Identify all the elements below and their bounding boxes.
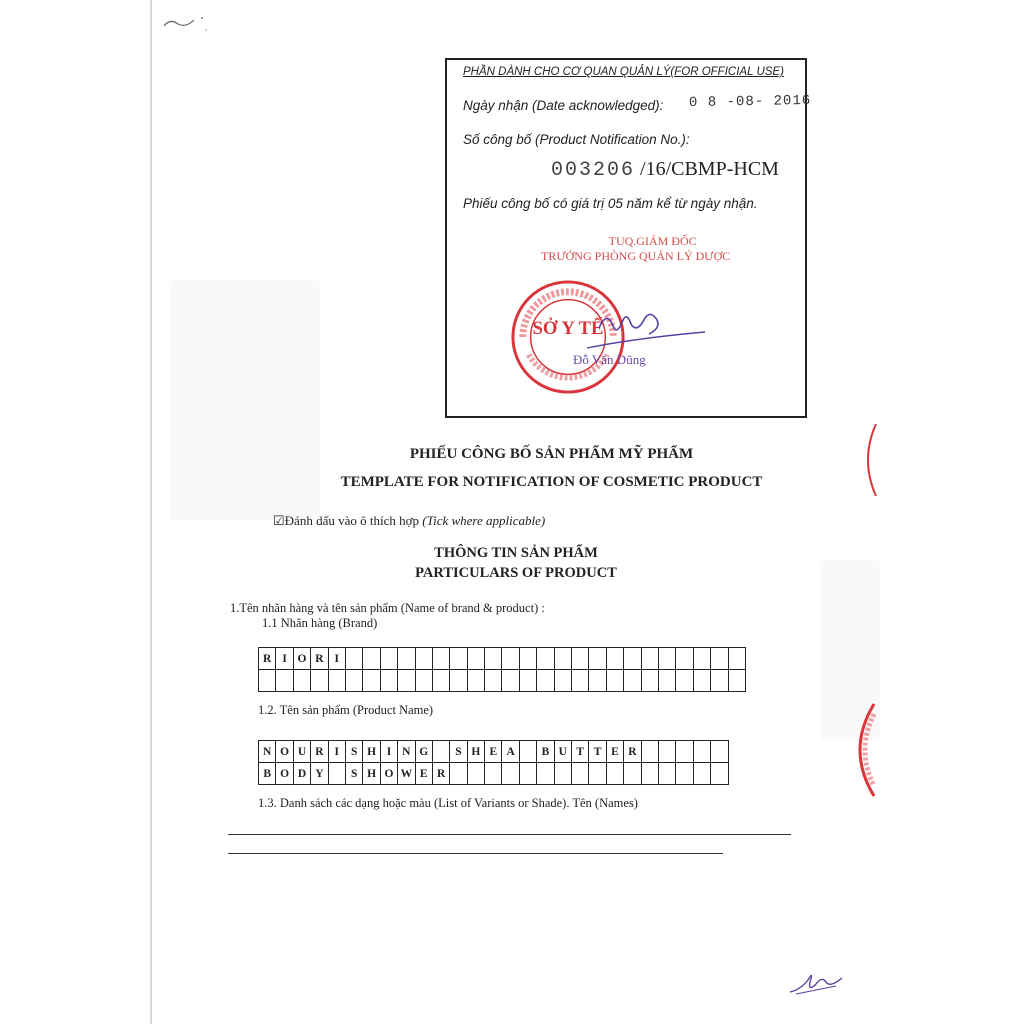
letter-cell bbox=[520, 648, 537, 670]
letter-cell bbox=[346, 670, 363, 692]
notification-number bbox=[551, 158, 779, 182]
letter-cell bbox=[607, 670, 624, 692]
letter-cell: R bbox=[624, 741, 641, 763]
brand-letter-grid bbox=[258, 647, 746, 692]
letter-cell: H bbox=[363, 741, 380, 763]
letter-cell bbox=[520, 741, 537, 763]
letter-cell bbox=[676, 670, 693, 692]
letter-cell bbox=[502, 670, 519, 692]
letter-cell bbox=[694, 763, 711, 785]
letter-cell bbox=[433, 670, 450, 692]
letter-cell bbox=[642, 670, 659, 692]
letter-cell: H bbox=[468, 741, 485, 763]
letter-cell bbox=[363, 670, 380, 692]
letter-cell: E bbox=[607, 741, 624, 763]
product-name-letter-grid bbox=[258, 740, 729, 785]
letter-cell: I bbox=[276, 648, 293, 670]
letter-cell: S bbox=[450, 741, 467, 763]
letter-cell bbox=[589, 670, 606, 692]
field-1-1-label: 1.1 Nhãn hàng (Brand) bbox=[262, 616, 378, 630]
letter-cell bbox=[502, 648, 519, 670]
letter-cell bbox=[624, 648, 641, 670]
letter-cell bbox=[589, 648, 606, 670]
letter-cell bbox=[450, 648, 467, 670]
letter-cell bbox=[276, 670, 293, 692]
letter-cell bbox=[572, 648, 589, 670]
letter-cell bbox=[294, 670, 311, 692]
letter-cell bbox=[363, 648, 380, 670]
partial-red-stamp bbox=[850, 700, 876, 800]
notification-number-suffix: /16/CBMP-HCM bbox=[635, 158, 779, 180]
tick-instruction bbox=[273, 513, 545, 529]
letter-cell bbox=[694, 741, 711, 763]
letter-cell: S bbox=[346, 763, 363, 785]
letter-cell bbox=[659, 670, 676, 692]
letter-cell: I bbox=[381, 741, 398, 763]
letter-cell bbox=[676, 763, 693, 785]
letter-cell bbox=[329, 763, 346, 785]
letter-cell bbox=[485, 648, 502, 670]
letter-cell: R bbox=[311, 648, 328, 670]
variants-answer-line bbox=[228, 853, 723, 854]
corner-scribble bbox=[160, 10, 210, 40]
variants-answer-line bbox=[228, 834, 791, 835]
letter-cell: O bbox=[381, 763, 398, 785]
signer-title-line-2: TRƯỞNG PHÒNG QUẢN LÝ DƯỢC bbox=[541, 249, 731, 263]
letter-cell bbox=[729, 670, 746, 692]
letter-cell bbox=[450, 763, 467, 785]
letter-cell bbox=[624, 670, 641, 692]
letter-cell: U bbox=[294, 741, 311, 763]
official-use-box bbox=[445, 58, 812, 418]
field-1-3-label: 1.3. Danh sách các dạng hoặc màu (List of Variants or Shade). Tên (Names) bbox=[258, 796, 638, 810]
letter-cell bbox=[659, 763, 676, 785]
letter-cell bbox=[468, 670, 485, 692]
letter-cell bbox=[433, 741, 450, 763]
seal-text: SỞ Y TẾ bbox=[532, 318, 604, 340]
letter-cell: H bbox=[363, 763, 380, 785]
letter-cell bbox=[259, 670, 276, 692]
letter-cell bbox=[346, 648, 363, 670]
letter-cell bbox=[711, 648, 728, 670]
letter-cell bbox=[381, 648, 398, 670]
letter-cell bbox=[607, 648, 624, 670]
letter-cell bbox=[537, 648, 554, 670]
letter-cell bbox=[416, 670, 433, 692]
letter-cell: O bbox=[294, 648, 311, 670]
letter-cell bbox=[572, 670, 589, 692]
letter-cell: N bbox=[259, 741, 276, 763]
letter-cell bbox=[642, 741, 659, 763]
letter-cell bbox=[485, 763, 502, 785]
letter-cell bbox=[520, 763, 537, 785]
letter-cell: N bbox=[398, 741, 415, 763]
letter-cell: I bbox=[329, 741, 346, 763]
letter-cell bbox=[416, 648, 433, 670]
form-title-english: TEMPLATE FOR NOTIFICATION OF COSMETIC PRODUCT bbox=[340, 474, 763, 490]
page-initials bbox=[786, 960, 846, 1000]
letter-cell: E bbox=[416, 763, 433, 785]
letter-cell bbox=[711, 670, 728, 692]
letter-cell bbox=[450, 670, 467, 692]
form-title-vietnamese: PHIẾU CÔNG BỐ SẢN PHẨM MỸ PHẨM bbox=[409, 446, 694, 462]
signer-name: Đỗ Văn Dũng bbox=[573, 352, 646, 367]
field-1-2-label: 1.2. Tên sản phẩm (Product Name) bbox=[258, 703, 434, 717]
page-edge bbox=[150, 0, 152, 1024]
letter-cell: R bbox=[259, 648, 276, 670]
letter-cell bbox=[694, 670, 711, 692]
letter-cell bbox=[555, 670, 572, 692]
letter-cell bbox=[468, 648, 485, 670]
letter-cell bbox=[537, 763, 554, 785]
letter-cell bbox=[311, 670, 328, 692]
tick-instruction-english: (Tick where applicable) bbox=[422, 513, 546, 528]
date-acknowledged-label: Ngày nhận (Date acknowledged): bbox=[463, 98, 664, 113]
letter-cell: S bbox=[346, 741, 363, 763]
letter-cell: O bbox=[276, 763, 293, 785]
letter-cell: Y bbox=[311, 763, 328, 785]
letter-cell bbox=[711, 763, 728, 785]
letter-cell: T bbox=[572, 741, 589, 763]
letter-cell: G bbox=[416, 741, 433, 763]
letter-cell: A bbox=[502, 741, 519, 763]
letter-cell bbox=[468, 763, 485, 785]
notification-number-stamped: 003206 bbox=[551, 159, 636, 182]
letter-cell bbox=[729, 648, 746, 670]
official-use-header: PHẦN DÀNH CHO CƠ QUAN QUẢN LÝ(FOR OFFICIAL USE) bbox=[463, 66, 784, 78]
partial-red-stamp bbox=[860, 420, 880, 500]
letter-cell bbox=[329, 670, 346, 692]
checkbox-icon: ☑ bbox=[273, 513, 285, 528]
letter-cell: U bbox=[555, 741, 572, 763]
letter-cell: E bbox=[485, 741, 502, 763]
letter-cell bbox=[520, 670, 537, 692]
letter-cell bbox=[711, 741, 728, 763]
letter-cell bbox=[694, 648, 711, 670]
letter-cell bbox=[381, 670, 398, 692]
tick-instruction-text: Đánh dấu vào ô thích hợp bbox=[284, 513, 423, 528]
letter-cell bbox=[485, 670, 502, 692]
letter-cell bbox=[676, 648, 693, 670]
letter-cell: B bbox=[259, 763, 276, 785]
letter-cell bbox=[624, 763, 641, 785]
letter-cell: B bbox=[537, 741, 554, 763]
field-1-label: 1.Tên nhãn hàng và tên sản phẩm (Name of brand & product) : bbox=[230, 601, 545, 615]
validity-note: Phiếu công bố có giá trị 05 năm kể từ ngày nhận. bbox=[463, 196, 758, 211]
letter-cell: W bbox=[398, 763, 415, 785]
notification-number-label: Số công bố (Product Notification No.): bbox=[463, 132, 690, 147]
signer-title-line-1: TUQ.GIÁM ĐỐC bbox=[608, 234, 697, 248]
letter-cell: R bbox=[433, 763, 450, 785]
letter-cell bbox=[642, 648, 659, 670]
letter-cell bbox=[676, 741, 693, 763]
letter-cell bbox=[589, 763, 606, 785]
letter-cell bbox=[433, 648, 450, 670]
letter-cell: D bbox=[294, 763, 311, 785]
letter-cell bbox=[555, 763, 572, 785]
letter-cell: O bbox=[276, 741, 293, 763]
letter-cell bbox=[607, 763, 624, 785]
section-title-english: PARTICULARS OF PRODUCT bbox=[415, 565, 617, 581]
letter-cell bbox=[659, 741, 676, 763]
letter-cell bbox=[659, 648, 676, 670]
letter-cell bbox=[555, 648, 572, 670]
letter-cell bbox=[502, 763, 519, 785]
letter-cell: I bbox=[329, 648, 346, 670]
section-title-vietnamese: THÔNG TIN SẢN PHẨM bbox=[434, 545, 598, 561]
letter-cell bbox=[398, 670, 415, 692]
letter-cell bbox=[398, 648, 415, 670]
letter-cell bbox=[572, 763, 589, 785]
date-acknowledged-value: 0 8 -08- 2016 bbox=[688, 92, 812, 112]
letter-cell: T bbox=[589, 741, 606, 763]
letter-cell bbox=[642, 763, 659, 785]
letter-cell: R bbox=[311, 741, 328, 763]
letter-cell bbox=[537, 670, 554, 692]
signer-title bbox=[541, 234, 730, 264]
